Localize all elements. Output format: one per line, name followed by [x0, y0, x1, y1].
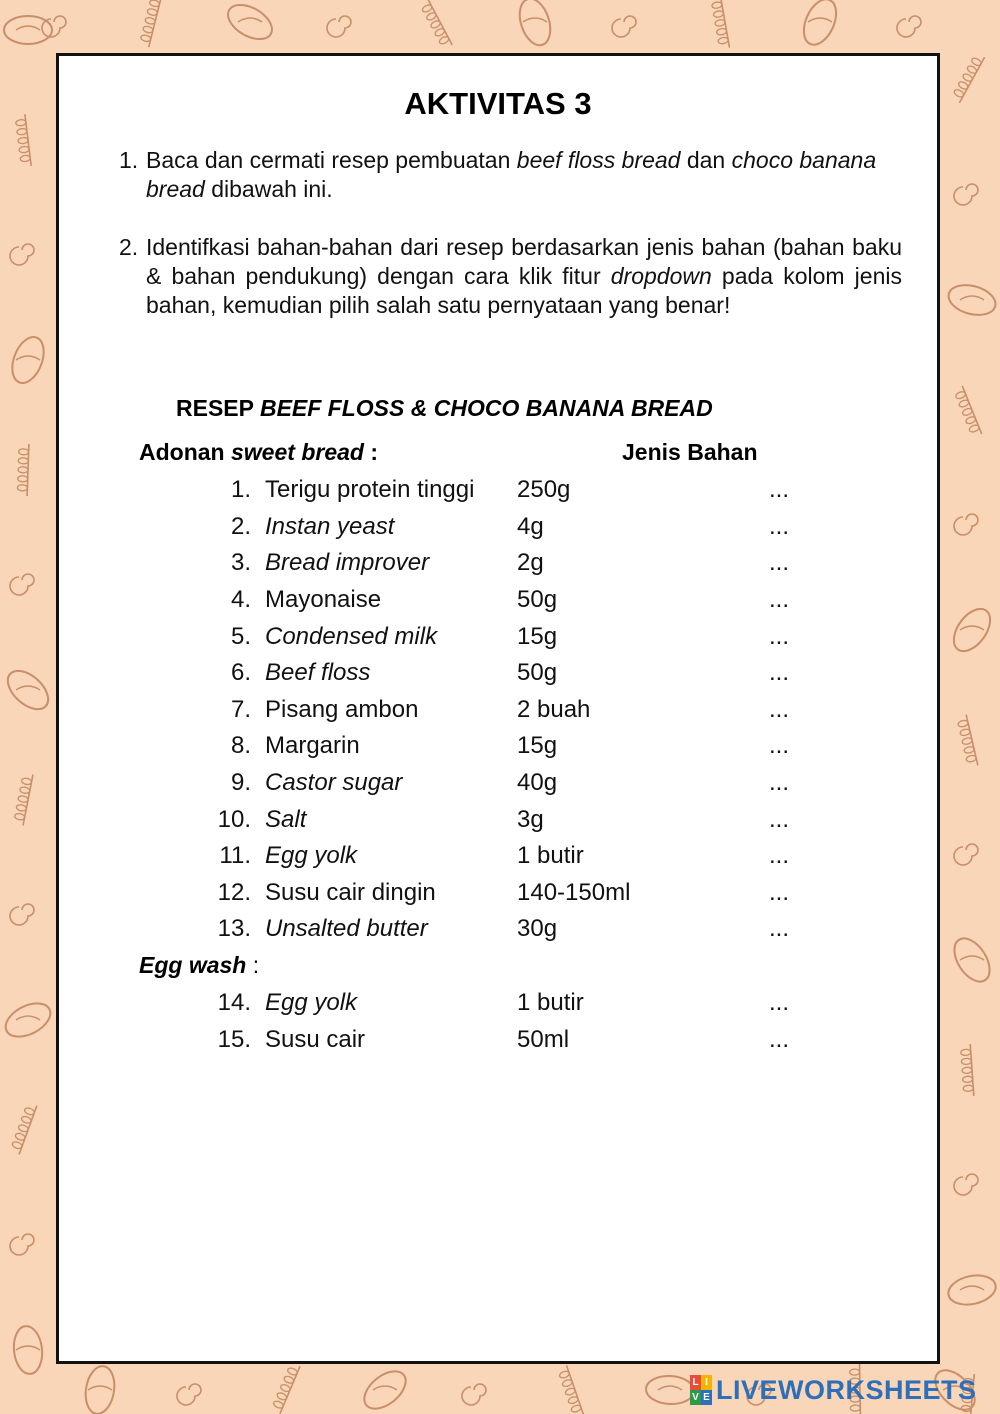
jenis-bahan-dropdown[interactable]: ...	[769, 842, 790, 870]
section-heading	[139, 439, 378, 466]
ingredient-name: Beef floss	[265, 659, 371, 687]
ingredient-number: 1.	[230, 476, 251, 504]
ingredient-row	[139, 623, 839, 659]
section-heading-suffix: :	[246, 951, 260, 978]
ingredient-row	[139, 989, 839, 1025]
logo-badge-letter: V	[690, 1390, 701, 1405]
ingredient-row	[139, 915, 839, 951]
ingredient-name: Instan yeast	[265, 512, 395, 540]
ingredient-number: 6.	[230, 659, 251, 687]
ingredient-number: 11.	[219, 842, 251, 870]
ingredient-number: 7.	[230, 695, 251, 723]
ingredient-row	[139, 659, 839, 695]
ingredient-name: Bread improver	[265, 549, 430, 577]
ingredient-amount: 15g	[517, 732, 558, 760]
ingredient-amount: 2g	[517, 549, 544, 577]
ingredient-row	[139, 476, 839, 512]
jenis-bahan-dropdown[interactable]: ...	[769, 549, 790, 577]
jenis-bahan-dropdown[interactable]: ...	[769, 805, 790, 833]
ingredient-amount: 50g	[517, 585, 558, 613]
instruction-number: 1.	[119, 147, 139, 173]
ingredient-name: Unsalted butter	[265, 915, 428, 943]
jenis-bahan-dropdown[interactable]: ...	[769, 622, 790, 650]
jenis-bahan-dropdown[interactable]: ...	[769, 989, 790, 1016]
section-heading-plain: Adonan	[139, 439, 231, 465]
ingredient-row	[139, 806, 839, 842]
ingredient-amount: 1 butir	[517, 989, 584, 1016]
ingredient-number: 9.	[230, 768, 251, 796]
ingredient-number: 12.	[217, 878, 251, 906]
ingredient-name: Condensed milk	[265, 622, 438, 650]
ingredient-amount: 50g	[517, 659, 558, 687]
instruction-2	[119, 233, 902, 320]
logo-badge-letter: E	[701, 1390, 712, 1405]
jenis-bahan-dropdown[interactable]: ...	[769, 878, 790, 906]
ingredient-name: Terigu protein tinggi	[265, 476, 475, 504]
ingredient-row	[139, 879, 839, 915]
ingredient-amount: 1 butir	[517, 842, 584, 870]
ingredient-name: Egg yolk	[265, 989, 358, 1016]
ingredient-amount: 3g	[517, 805, 544, 833]
instruction-text: Identifkasi bahan-bahan dari resep berdasarkan jenis bahan (bahan baku & bahan pendukung) dengan cara klik fitur dropdown pada kolom jenis bahan, kemudian pilih salah satu pernyataan yang benar!	[146, 234, 902, 318]
ingredient-number: 4.	[230, 585, 251, 613]
page-title: AKTIVITAS 3	[404, 86, 592, 121]
ingredient-name: Susu cair	[265, 1025, 366, 1053]
logo-badge-letter: I	[701, 1375, 712, 1390]
section-heading	[139, 952, 259, 979]
recipe-title	[176, 395, 713, 422]
ingredient-number: 10.	[217, 805, 251, 833]
jenis-bahan-dropdown[interactable]: ...	[769, 732, 790, 760]
jenis-bahan-dropdown[interactable]: ...	[769, 1025, 790, 1053]
ingredient-number: 13.	[217, 915, 251, 943]
section-heading-suffix: :	[363, 439, 379, 465]
ingredient-name: Salt	[265, 805, 307, 833]
ingredient-row	[139, 696, 839, 732]
logo-badge-letter: L	[690, 1375, 701, 1390]
ingredient-amount: 2 buah	[517, 695, 591, 723]
jenis-bahan-dropdown[interactable]: ...	[769, 585, 790, 613]
ingredient-amount: 140-150ml	[517, 878, 631, 906]
instruction-number: 2.	[119, 234, 139, 260]
ingredient-name: Egg yolk	[265, 842, 358, 870]
recipe-title-italic: BEEF FLOSS & CHOCO BANANA BREAD	[259, 395, 713, 421]
ingredient-number: 3.	[230, 549, 251, 577]
ingredient-amount: 30g	[517, 915, 558, 943]
ingredient-amount: 50ml	[517, 1025, 570, 1053]
ingredient-name: Mayonaise	[265, 585, 382, 613]
recipe-title-prefix: RESEP	[176, 395, 260, 421]
jenis-bahan-header: Jenis Bahan	[622, 439, 758, 465]
ingredient-name: Pisang ambon	[265, 695, 419, 723]
ingredient-row	[139, 513, 839, 549]
jenis-bahan-dropdown[interactable]: ...	[769, 768, 790, 796]
liveworksheets-logo	[690, 1373, 977, 1407]
ingredient-row	[139, 842, 839, 878]
ingredient-number: 15.	[217, 1025, 251, 1053]
instruction-text: Baca dan cermati resep pembuatan beef floss bread dan choco banana bread dibawah ini.	[146, 147, 877, 202]
jenis-bahan-dropdown[interactable]: ...	[769, 915, 790, 943]
jenis-bahan-dropdown[interactable]: ...	[769, 659, 790, 687]
ingredient-number: 2.	[230, 512, 251, 540]
ingredient-amount: 4g	[517, 512, 544, 540]
section-heading-italic: Egg wash	[139, 951, 247, 978]
ingredient-amount: 250g	[517, 476, 571, 504]
ingredient-amount: 15g	[517, 622, 558, 650]
jenis-bahan-dropdown[interactable]: ...	[769, 512, 790, 540]
ingredient-row	[139, 1026, 839, 1062]
jenis-bahan-dropdown[interactable]: ...	[769, 476, 790, 504]
logo-text: LIVEWORKSHEETS	[716, 1374, 977, 1405]
section-heading-italic: sweet bread	[231, 439, 364, 465]
instruction-1	[119, 146, 902, 204]
logo-badge-icon	[690, 1375, 712, 1405]
ingredient-name: Margarin	[265, 732, 360, 760]
jenis-bahan-dropdown[interactable]: ...	[769, 695, 790, 723]
ingredient-number: 8.	[230, 732, 251, 760]
ingredient-row	[139, 769, 839, 805]
ingredient-number: 14.	[217, 989, 251, 1016]
ingredient-row	[139, 549, 839, 585]
ingredient-row	[139, 586, 839, 622]
ingredient-name: Castor sugar	[265, 768, 403, 796]
ingredient-row	[139, 732, 839, 768]
worksheet-page	[56, 53, 940, 1364]
ingredient-amount: 40g	[517, 768, 558, 796]
ingredient-number: 5.	[230, 622, 251, 650]
ingredient-name: Susu cair dingin	[265, 878, 436, 906]
